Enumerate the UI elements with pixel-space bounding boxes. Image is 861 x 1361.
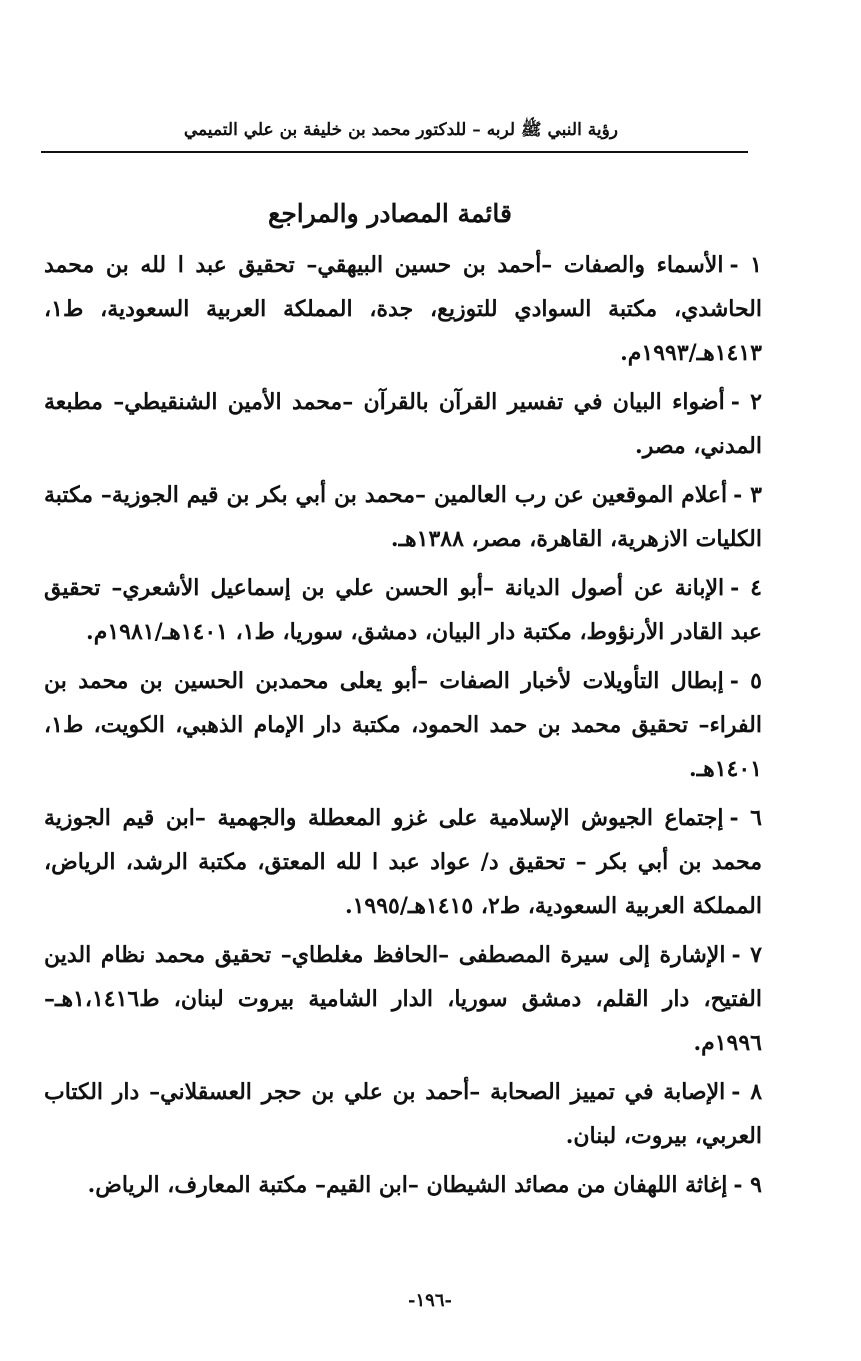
reference-text: الأسماء والصفات –أحمد بن حسين البيهقي– تحقيق عبد ا لله بن محمد الحاشدي، مكتبة السوادي للتوزيع، جدة، المملكة العربية السعودية، ط١، ١٤١٣هـ/١٩٩٣م.	[44, 252, 762, 366]
reference-number: ٩ -	[733, 1172, 762, 1198]
reference-item	[44, 566, 762, 654]
running-header: رؤية النبي ﷺ لربه – للدكتور محمد بن خليفة بن علي التميمي	[183, 120, 618, 140]
reference-text: الإصابة في تمييز الصحابة –أحمد بن علي بن حجر العسقلاني– دار الكتاب العربي، بيروت، لبنان.	[44, 1079, 762, 1149]
reference-number: ٢ -	[730, 389, 762, 415]
references-list	[44, 243, 762, 1212]
reference-number: ١ -	[729, 252, 762, 278]
header-rule	[41, 151, 748, 153]
reference-item	[44, 796, 762, 928]
reference-item	[44, 933, 762, 1065]
reference-text: إغاثة اللهفان من مصائد الشيطان –ابن القيم– مكتبة المعارف، الرياض.	[87, 1172, 728, 1198]
reference-item	[44, 1070, 762, 1158]
reference-number: ٣ -	[733, 482, 762, 508]
reference-item	[44, 243, 762, 375]
reference-item	[44, 473, 762, 561]
reference-item	[44, 659, 762, 791]
reference-number: ٨ -	[731, 1079, 763, 1105]
reference-text: الإشارة إلى سيرة المصطفى –الحافظ مغلطاي– تحقيق محمد نظام الدين الفتيح، دار القلم، دمشق سوريا، الدار الشامية بيروت لبنان، ط١،١٤١٦هـ–١٩٩٦م.	[44, 942, 762, 1056]
reference-text: أعلام الموقعين عن رب العالمين –محمد بن أبي بكر بن قيم الجوزية– مكتبة الكليات الازهرية، القاهرة، مصر، ١٣٨٨هـ.	[44, 482, 762, 552]
page-number: -١٩٦-	[408, 1290, 452, 1311]
reference-item	[44, 1163, 762, 1207]
reference-number: ٧ -	[731, 942, 762, 968]
reference-number: ٥ -	[729, 668, 762, 694]
section-title: قائمة المصادر والمراجع	[268, 198, 512, 228]
reference-text: إجتماع الجيوش الإسلامية على غزو المعطلة والجهمية –ابن قيم الجوزية محمد بن أبي بكر – تحقيق د/ عواد عبد ا لله المعتق، مكتبة الرشد، الرياض، المملكة العربية السعودية، ط٢، ١٤١٥هـ/١٩٩٥.	[44, 805, 762, 919]
reference-text: أضواء البيان في تفسير القرآن بالقرآن –محمد الأمين الشنقيطي– مطبعة المدني، مصر.	[44, 389, 762, 459]
reference-number: ٤ -	[730, 575, 762, 601]
reference-item	[44, 380, 762, 468]
reference-number: ٦ -	[729, 805, 762, 831]
reference-text: الإبانة عن أصول الديانة –أبو الحسن علي بن إسماعيل الأشعري– تحقيق عبد القادر الأرنؤوط، مكتبة دار البيان، دمشق، سوريا، ط١، ١٤٠١هـ/١٩٨١م.	[44, 575, 762, 645]
reference-text: إبطال التأويلات لأخبار الصفات –أبو يعلى محمدبن الحسين بن محمد بن الفراء– تحقيق محمد بن حمد الحمود، مكتبة دار الإمام الذهبي، الكويت، ط١، ١٤٠١هـ.	[44, 668, 762, 782]
